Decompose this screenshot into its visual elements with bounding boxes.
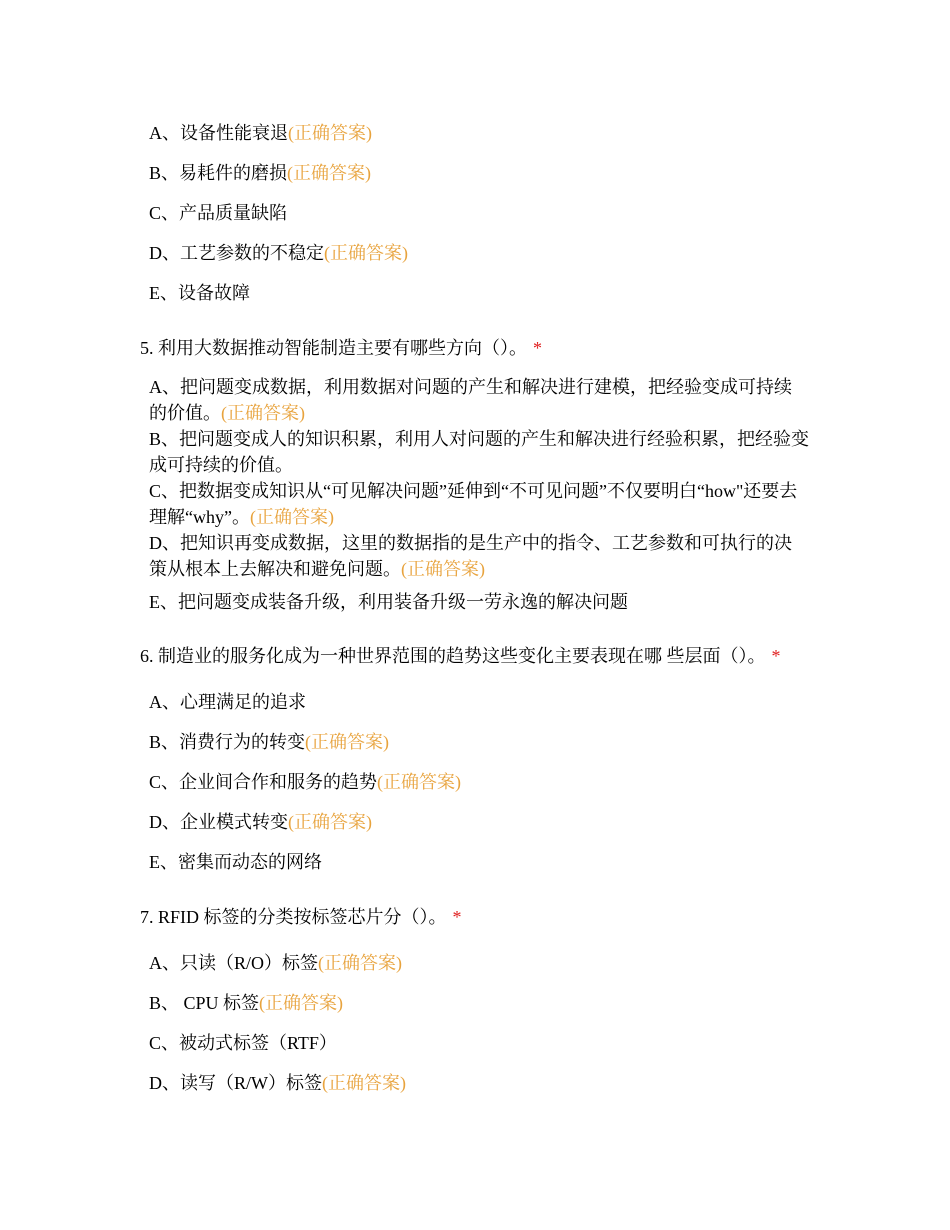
option-text: A、心理满足的追求 [149,692,306,712]
q7-option-c[interactable] [149,1030,809,1056]
required-mark: * [452,907,462,927]
correct-answer-mark: (正确答案) [221,403,305,423]
question-5-title [140,335,840,361]
option-text: E、设备故障 [149,283,250,303]
q6-option-e[interactable] [149,849,809,875]
option-text: A、设备性能衰退 [149,123,288,143]
correct-answer-mark: (正确答案) [324,243,408,263]
option-text: D、把知识再变成数据，这里的数据指的是生产中的指令、工艺参数和可执行的决策从根本上去解决和避免问题。 [149,533,792,579]
option-text: B、把问题变成人的知识积累，利用人对问题的产生和解决进行经验积累，把经验变成可持续的价值。 [149,429,810,475]
question-text: 5. 利用大数据推动智能制造主要有哪些方向（）。 [140,338,527,358]
q5-option-a[interactable] [149,374,809,426]
q7-option-a[interactable] [149,950,809,976]
option-text: B、消费行为的转变 [149,732,306,752]
q5-option-e[interactable] [149,589,809,615]
q4-option-d[interactable] [149,240,809,266]
option-text: D、企业模式转变 [149,812,288,832]
q4-option-c[interactable] [149,200,809,226]
correct-answer-mark: (正确答案) [259,993,344,1013]
required-mark: * [533,338,542,358]
correct-answer-mark: (正确答案) [288,123,372,143]
q6-option-a[interactable] [149,689,809,715]
question-7-title [140,904,840,930]
option-text: B、 CPU 标签 [149,993,260,1013]
question-text: 7. RFID 标签的分类按标签芯片分（）。 [140,907,447,927]
option-text: C、企业间合作和服务的趋势 [149,772,378,792]
correct-answer-mark: (正确答案) [377,772,462,792]
q6-option-c[interactable] [149,769,809,795]
option-text: C、被动式标签（RTF） [149,1033,337,1053]
option-text: E、密集而动态的网络 [149,852,322,872]
option-text: C、把数据变成知识从“可见解决问题”延伸到“不可见问题”不仅要明白“how"还要去理解“why”。 [149,481,798,527]
option-text: B、易耗件的磨损 [149,163,288,183]
correct-answer-mark: (正确答案) [249,507,334,527]
question-text: 6. 制造业的服务化成为一种世界范围的趋势这些变化主要表现在哪 些层面（）。 [140,646,766,666]
q4-option-e[interactable] [149,280,809,306]
q5-option-b[interactable] [149,426,809,478]
q4-option-b[interactable] [149,160,809,186]
q6-option-d[interactable] [149,809,809,835]
q7-option-d[interactable] [149,1070,809,1096]
option-text: A、只读（R/O）标签 [149,953,319,973]
required-mark: * [771,646,781,666]
q5-option-c[interactable] [149,478,809,530]
question-6-title [140,643,840,669]
option-text: D、读写（R/W）标签 [149,1073,322,1093]
option-text: D、工艺参数的不稳定 [149,243,324,263]
q7-option-b[interactable] [149,990,809,1016]
correct-answer-mark: (正确答案) [305,732,390,752]
option-text: C、产品质量缺陷 [149,203,288,223]
option-text: A、把问题变成数据，利用数据对问题的产生和解决进行建模，把经验变成可持续的价值。 [149,377,792,423]
option-text: E、把问题变成装备升级，利用装备升级一劳永逸的解决问题 [149,592,628,612]
q5-option-d[interactable] [149,530,809,582]
q4-option-a[interactable] [149,120,809,146]
correct-answer-mark: (正确答案) [287,163,372,183]
q6-option-b[interactable] [149,729,809,755]
correct-answer-mark: (正确答案) [401,559,485,579]
correct-answer-mark: (正确答案) [322,1073,406,1093]
correct-answer-mark: (正确答案) [288,812,372,832]
correct-answer-mark: (正确答案) [318,953,403,973]
